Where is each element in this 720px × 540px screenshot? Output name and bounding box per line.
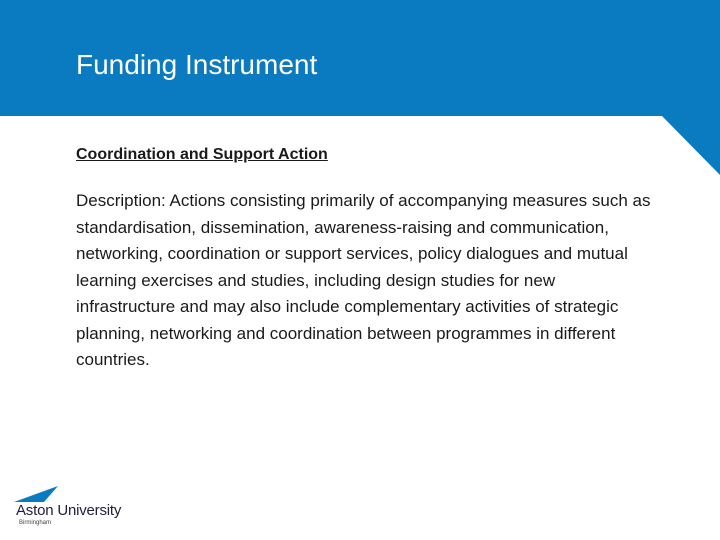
- aston-university-logo: [14, 486, 126, 530]
- subheading: Coordination and Support Action: [76, 146, 328, 163]
- slide-content: [76, 142, 656, 374]
- description-text: Description: Actions consisting primarily of accompanying measures such as standardisation, dissemination, awareness-raising and communication, networking, coordination or support services, policy dialogues and mutual learning exercises and studies, including design studies for new infrastructure and may also include complementary activities of strategic planning, networking and coordination between programmes in different countries.: [76, 191, 651, 369]
- logo-name: Aston University: [16, 502, 122, 519]
- logo-place: Birmingham: [19, 520, 52, 526]
- slide-title: Funding Instrument: [76, 49, 318, 80]
